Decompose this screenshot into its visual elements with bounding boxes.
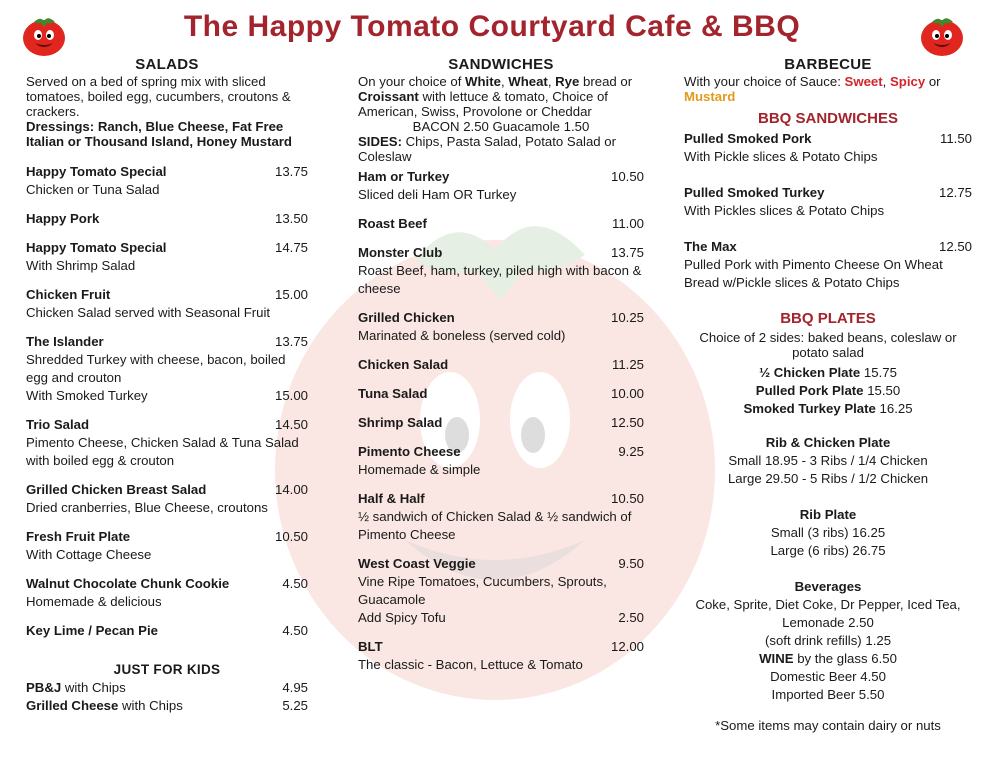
menu-item-row [358, 490, 644, 508]
item-name: Ham or Turkey [358, 169, 450, 184]
menu-item [358, 244, 644, 298]
menu-item [26, 333, 308, 405]
plate-price: 15.50 [867, 383, 901, 398]
bbq-plates-heading: BBQ PLATES [780, 310, 876, 327]
item-price: 11.25 [611, 357, 644, 372]
item-name: West Coast Veggie [358, 556, 476, 571]
item-description: Roast Beef, ham, turkey, piled high with bacon & cheese [358, 263, 642, 296]
item-description: With Pickles slices & Potato Chips [684, 203, 885, 218]
item-name: Monster Club [358, 245, 443, 260]
item-extra-row [358, 609, 644, 627]
menu-item-row [358, 215, 644, 233]
item-description: Sliced deli Ham OR Turkey [358, 187, 517, 202]
item-price: 14.00 [274, 482, 308, 497]
menu-item [358, 309, 644, 345]
menu-item [26, 286, 308, 322]
rib-large: Large (6 ribs) 26.75 [770, 543, 886, 558]
item-description: Chicken or Tuna Salad [26, 182, 160, 197]
item-price: 10.50 [610, 491, 644, 506]
item-description: With Cottage Cheese [26, 547, 152, 562]
item-description: ½ sandwich of Chicken Salad & ½ sandwich of Pimento Cheese [358, 509, 632, 542]
plates-intro: Choice of 2 sides: baked beans, coleslaw or potato salad [699, 330, 957, 360]
menu-item [358, 414, 644, 432]
item-extra-row [26, 387, 308, 405]
kids-item-label [26, 679, 126, 697]
plate-name: Smoked Turkey Plate [743, 401, 876, 416]
kids-heading: JUST FOR KIDS [113, 662, 221, 677]
item-name: Pulled Smoked Pork [684, 131, 812, 146]
item-name: Fresh Fruit Plate [26, 529, 131, 544]
plate-name: ½ Chicken Plate [759, 365, 861, 380]
menu-item-row [358, 385, 644, 403]
page-title: The Happy Tomato Courtyard Cafe & BBQ [183, 10, 801, 43]
menu-item-row [684, 238, 972, 256]
item-name: The Islander [26, 334, 104, 349]
item-price: 12.50 [610, 415, 644, 430]
menu-item [26, 528, 308, 564]
kids-item-suffix: with Chips [61, 680, 126, 695]
kids-item-name: PB&J [26, 680, 62, 695]
salads-section [26, 56, 308, 715]
plate-item [684, 382, 972, 400]
item-description: Pulled Pork with Pimento Cheese On Wheat Bread w/Pickle slices & Potato Chips [684, 257, 943, 290]
item-description: Shredded Turkey with cheese, bacon, boiled egg and crouton [26, 352, 286, 385]
item-name: Key Lime / Pecan Pie [26, 623, 158, 638]
item-name: Walnut Chocolate Chunk Cookie [26, 576, 230, 591]
menu-item-row [358, 638, 644, 656]
menu-item-row [358, 555, 644, 573]
item-description: Pimento Cheese, Chicken Salad & Tuna Salad with boiled egg & crouton [26, 435, 299, 468]
item-price: 14.50 [274, 417, 308, 432]
menu-item [26, 210, 308, 228]
domestic-beer-line: Domestic Beer 4.50 [770, 669, 886, 684]
item-description: With Shrimp Salad [26, 258, 136, 273]
menu-item-row [26, 528, 308, 546]
sandwiches-section [358, 56, 644, 674]
item-price: 13.50 [274, 211, 308, 226]
item-price: 12.00 [610, 639, 644, 654]
menu-item [358, 443, 644, 479]
menu-item [358, 555, 644, 627]
menu-item-row [358, 414, 644, 432]
item-name: Half & Half [358, 491, 425, 506]
kids-item [26, 679, 308, 697]
menu-item [26, 163, 308, 199]
item-extra-price: 2.50 [618, 610, 644, 625]
menu-item [358, 168, 644, 204]
item-name: Happy Tomato Special [26, 240, 167, 255]
item-price: 12.75 [938, 185, 972, 200]
item-name: Pulled Smoked Turkey [684, 185, 825, 200]
item-description: Homemade & simple [358, 462, 481, 477]
menu-item-row [26, 239, 308, 257]
item-price: 10.00 [610, 386, 644, 401]
item-price: 13.75 [274, 334, 308, 349]
item-name: BLT [358, 639, 383, 654]
item-price: 9.50 [618, 556, 644, 571]
menu-item-row [26, 163, 308, 181]
rib-chicken-heading: Rib & Chicken Plate [765, 435, 891, 450]
menu-item [26, 575, 308, 611]
menu-item-row [684, 184, 972, 202]
menu-item-row [26, 481, 308, 499]
menu-item-row [26, 416, 308, 434]
sauce-intro: With your choice of Sauce: Sweet, Spicy or Mustard [684, 74, 941, 104]
bbq-sandwiches-heading: BBQ SANDWICHES [757, 110, 898, 127]
sandwich-items [358, 168, 644, 674]
menu-item [358, 356, 644, 374]
menu-item [26, 416, 308, 470]
kids-item [26, 697, 308, 715]
item-description: With Pickle slices & Potato Chips [684, 149, 878, 164]
sandwiches-sides: SIDES: Chips, Pasta Salad, Potato Salad or Coleslaw [358, 134, 617, 164]
bbq-sandwich-items [684, 130, 972, 292]
item-extra: With Smoked Turkey [26, 388, 148, 403]
menu-item-row [26, 286, 308, 304]
item-price: 4.50 [282, 623, 308, 638]
item-name: Roast Beef [358, 216, 427, 231]
menu-item-row [26, 622, 308, 640]
menu-item [358, 215, 644, 233]
menu-item-row [358, 356, 644, 374]
plate-item [684, 400, 972, 418]
item-name: Grilled Chicken Breast Salad [26, 482, 207, 497]
item-price: 15.00 [274, 287, 308, 302]
item-price: 14.75 [274, 240, 308, 255]
salad-items [26, 163, 308, 640]
menu-item [26, 239, 308, 275]
rib-heading: Rib Plate [799, 507, 857, 522]
menu-item-row [26, 210, 308, 228]
item-name: Chicken Fruit [26, 287, 111, 302]
menu-item [358, 385, 644, 403]
rib-chicken-small: Small 18.95 - 3 Ribs / 1/4 Chicken [728, 453, 928, 468]
menu-item-row [358, 309, 644, 327]
item-price: 4.50 [282, 576, 308, 591]
menu-item [684, 184, 972, 220]
beverages-line: Coke, Sprite, Diet Coke, Dr Pepper, Iced Tea, Lemonade 2.50 [695, 597, 961, 630]
plate-name: Pulled Pork Plate [755, 383, 864, 398]
item-name: Shrimp Salad [358, 415, 443, 430]
item-price: 12.50 [938, 239, 972, 254]
menu-item [26, 622, 308, 640]
item-description: Homemade & delicious [26, 594, 162, 609]
item-name: Trio Salad [26, 417, 90, 432]
menu-item-row [684, 130, 972, 148]
kids-item-suffix: with Chips [118, 698, 183, 713]
menu-item [684, 130, 972, 166]
menu-item [684, 238, 972, 292]
salads-dressings: Dressings: Ranch, Blue Cheese, Fat Free Italian or Thousand Island, Honey Mustard [26, 119, 292, 149]
item-description: The classic - Bacon, Lettuce & Tomato [358, 657, 583, 672]
wine-line: WINE by the glass 6.50 [759, 651, 897, 666]
item-name: Pimento Cheese [358, 444, 461, 459]
beverages-heading: Beverages [794, 579, 862, 594]
imported-beer-line: Imported Beer 5.50 [771, 687, 885, 702]
menu-item-row [26, 333, 308, 351]
menu-item [358, 490, 644, 544]
plate-price: 15.75 [863, 365, 897, 380]
item-price: 11.00 [611, 216, 644, 231]
item-name: Happy Tomato Special [26, 164, 167, 179]
kids-items [26, 679, 308, 715]
menu-item [358, 638, 644, 674]
section-heading: BARBECUE [784, 56, 872, 73]
section-heading: SANDWICHES [448, 56, 554, 73]
item-price: 10.50 [274, 529, 308, 544]
menu-item-row [358, 168, 644, 186]
item-description: Dried cranberries, Blue Cheese, croutons [26, 500, 268, 515]
menu-item-row [26, 575, 308, 593]
plate-item [684, 364, 972, 382]
item-name: The Max [684, 239, 737, 254]
sandwiches-intro: On your choice of White, Wheat, Rye bread or Croissant with lettuce & tomato, Choice of American, Swiss, Provolone or Cheddar [358, 74, 633, 119]
allergy-note: *Some items may contain dairy or nuts [715, 718, 941, 733]
salads-intro: Served on a bed of spring mix with sliced tomatoes, boiled egg, cucumbers, croutons & crackers. [26, 74, 291, 119]
plate-price: 16.25 [879, 401, 913, 416]
menu-item-row [358, 244, 644, 262]
item-name: Tuna Salad [358, 386, 428, 401]
bbq-plate-items [684, 364, 972, 418]
sandwiches-addons: BACON 2.50 Guacamole 1.50 [412, 119, 590, 134]
barbecue-section [684, 56, 972, 733]
item-price: 11.50 [939, 131, 972, 146]
item-price: 13.75 [610, 245, 644, 260]
rib-small: Small (3 ribs) 16.25 [770, 525, 886, 540]
item-name: Chicken Salad [358, 357, 449, 372]
kids-item-label [26, 697, 183, 715]
refills-line: (soft drink refills) 1.25 [764, 633, 892, 648]
item-price: 10.50 [610, 169, 644, 184]
item-price: 13.75 [274, 164, 308, 179]
item-description: Chicken Salad served with Seasonal Fruit [26, 305, 271, 320]
item-description: Vine Ripe Tomatoes, Cucumbers, Sprouts, Guacamole [358, 574, 607, 607]
item-price: 10.25 [610, 310, 644, 325]
section-heading: SALADS [135, 56, 199, 73]
item-name: Grilled Chicken [358, 310, 455, 325]
item-name: Happy Pork [26, 211, 100, 226]
menu-item-row [358, 443, 644, 461]
menu-item [26, 481, 308, 517]
kids-item-price: 4.95 [282, 680, 308, 695]
item-extra: Add Spicy Tofu [358, 610, 446, 625]
kids-item-name: Grilled Cheese [26, 698, 119, 713]
item-price: 9.25 [618, 444, 644, 459]
rib-chicken-large: Large 29.50 - 5 Ribs / 1/2 Chicken [727, 471, 929, 486]
item-description: Marinated & boneless (served cold) [358, 328, 566, 343]
kids-item-price: 5.25 [282, 698, 308, 713]
item-extra-price: 15.00 [274, 388, 308, 403]
